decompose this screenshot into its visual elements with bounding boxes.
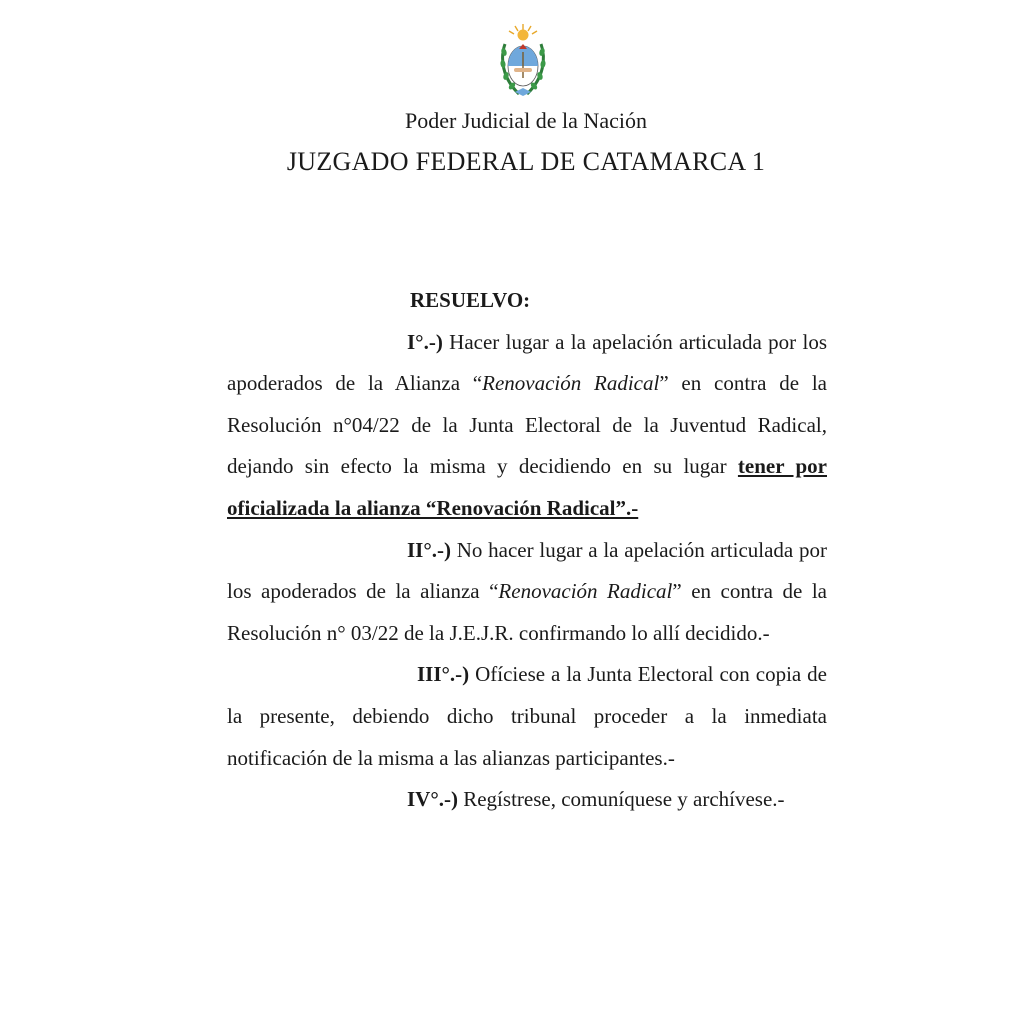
resolution-body: [227, 280, 827, 821]
item-text: Ofíciese a la Junta Electoral con copia de la presente, debiendo dicho tribunal proceder a la inmediata notificación de la misma a las alianzas participantes.-: [227, 662, 827, 770]
resolution-item-2: [227, 530, 827, 655]
item-italic: Renovación Radical: [482, 371, 660, 396]
resolution-item-1: [227, 322, 827, 530]
argentina-coat-of-arms-icon: [497, 22, 549, 100]
item-text: Regístrese, comuníquese y archívese.-: [457, 787, 785, 812]
item-number: I°.-): [407, 329, 443, 354]
judicial-branch-title: Poder Judicial de la Nación: [405, 108, 647, 133]
item-emphasis: tener por oficializada la alianza “Renovación Radical”.-: [227, 454, 827, 520]
item-number: IV°.-): [407, 787, 458, 812]
item-text: ” en contra de la Resolución n° 03/22 de la J.E.J.R. confirmando lo allí decidido.-: [227, 579, 827, 645]
resuelvo-heading: RESUELVO:: [410, 288, 531, 312]
item-italic: Renovación Radical: [498, 579, 673, 604]
resolution-item-4: [227, 779, 827, 821]
item-number: II°.-): [407, 537, 451, 562]
item-text: No hacer lugar a la apelación articulada por los apoderados de la alianza “: [227, 537, 827, 604]
court-name: JUZGADO FEDERAL DE CATAMARCA 1: [286, 147, 766, 176]
item-text: Hacer lugar a la apelación articulada por los apoderados de la Alianza “: [227, 329, 827, 396]
item-text: ” en contra de la Resolución n°04/22 de la Junta Electoral de la Juventud Radical, dejando sin efecto la misma y decidiendo en su lugar: [227, 371, 827, 479]
item-number: III°.-): [417, 662, 470, 687]
resolution-item-3: [227, 654, 827, 779]
